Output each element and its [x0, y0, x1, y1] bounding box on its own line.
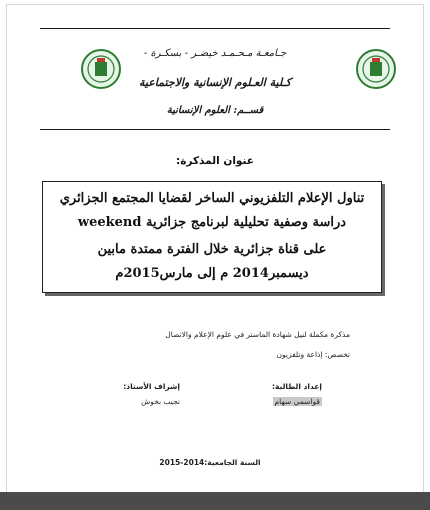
university-logo-right-icon: [355, 48, 397, 90]
thesis-title-box: [42, 181, 382, 293]
specialty: تخصص: إذاعة وتلفزيون: [276, 350, 350, 359]
degree-purpose: مذكرة مكملة لنيل شهادة الماستر في علوم الإعلام والاتصال: [165, 330, 350, 339]
academic-year: السنة الجامعية:2014-2015: [159, 458, 261, 467]
faculty-name: كـلية العـلوم الإنسانية والاجتماعية: [139, 76, 291, 89]
header-rule-bottom: [40, 129, 390, 130]
university-name: جـامعـة مـحـمـد خيضـر - بسكـرة -: [143, 48, 287, 59]
department-name: قســم: العلوم الإنسانية: [166, 105, 264, 116]
supervisor-label: إشراف الأستاذ:: [123, 382, 180, 391]
header-rule-top: [40, 28, 390, 29]
thesis-title-line-4: ديسمبر2014 م إلى مارس2015م: [115, 266, 309, 281]
thesis-title-line-1: تناول الإعلام التلفزيوني الساخر لقضايا المجتمع الجزائري: [59, 191, 365, 206]
thesis-title-line-3: على قناة جزائرية خلال الفترة ممتدة مابين: [97, 242, 327, 257]
bottom-band: [0, 492, 430, 510]
supervisor-name: نجيب بخوش: [141, 397, 180, 406]
memo-label: عنوان المذكرة:: [176, 155, 254, 167]
student-name: قواسمي سهام: [274, 397, 320, 406]
student-name-row: [222, 397, 322, 406]
student-label: إعداد الطالبة:: [272, 382, 322, 391]
thesis-title-line-2: دراسة وصفية تحليلية لبرنامج جزائرية weekend: [77, 215, 347, 230]
